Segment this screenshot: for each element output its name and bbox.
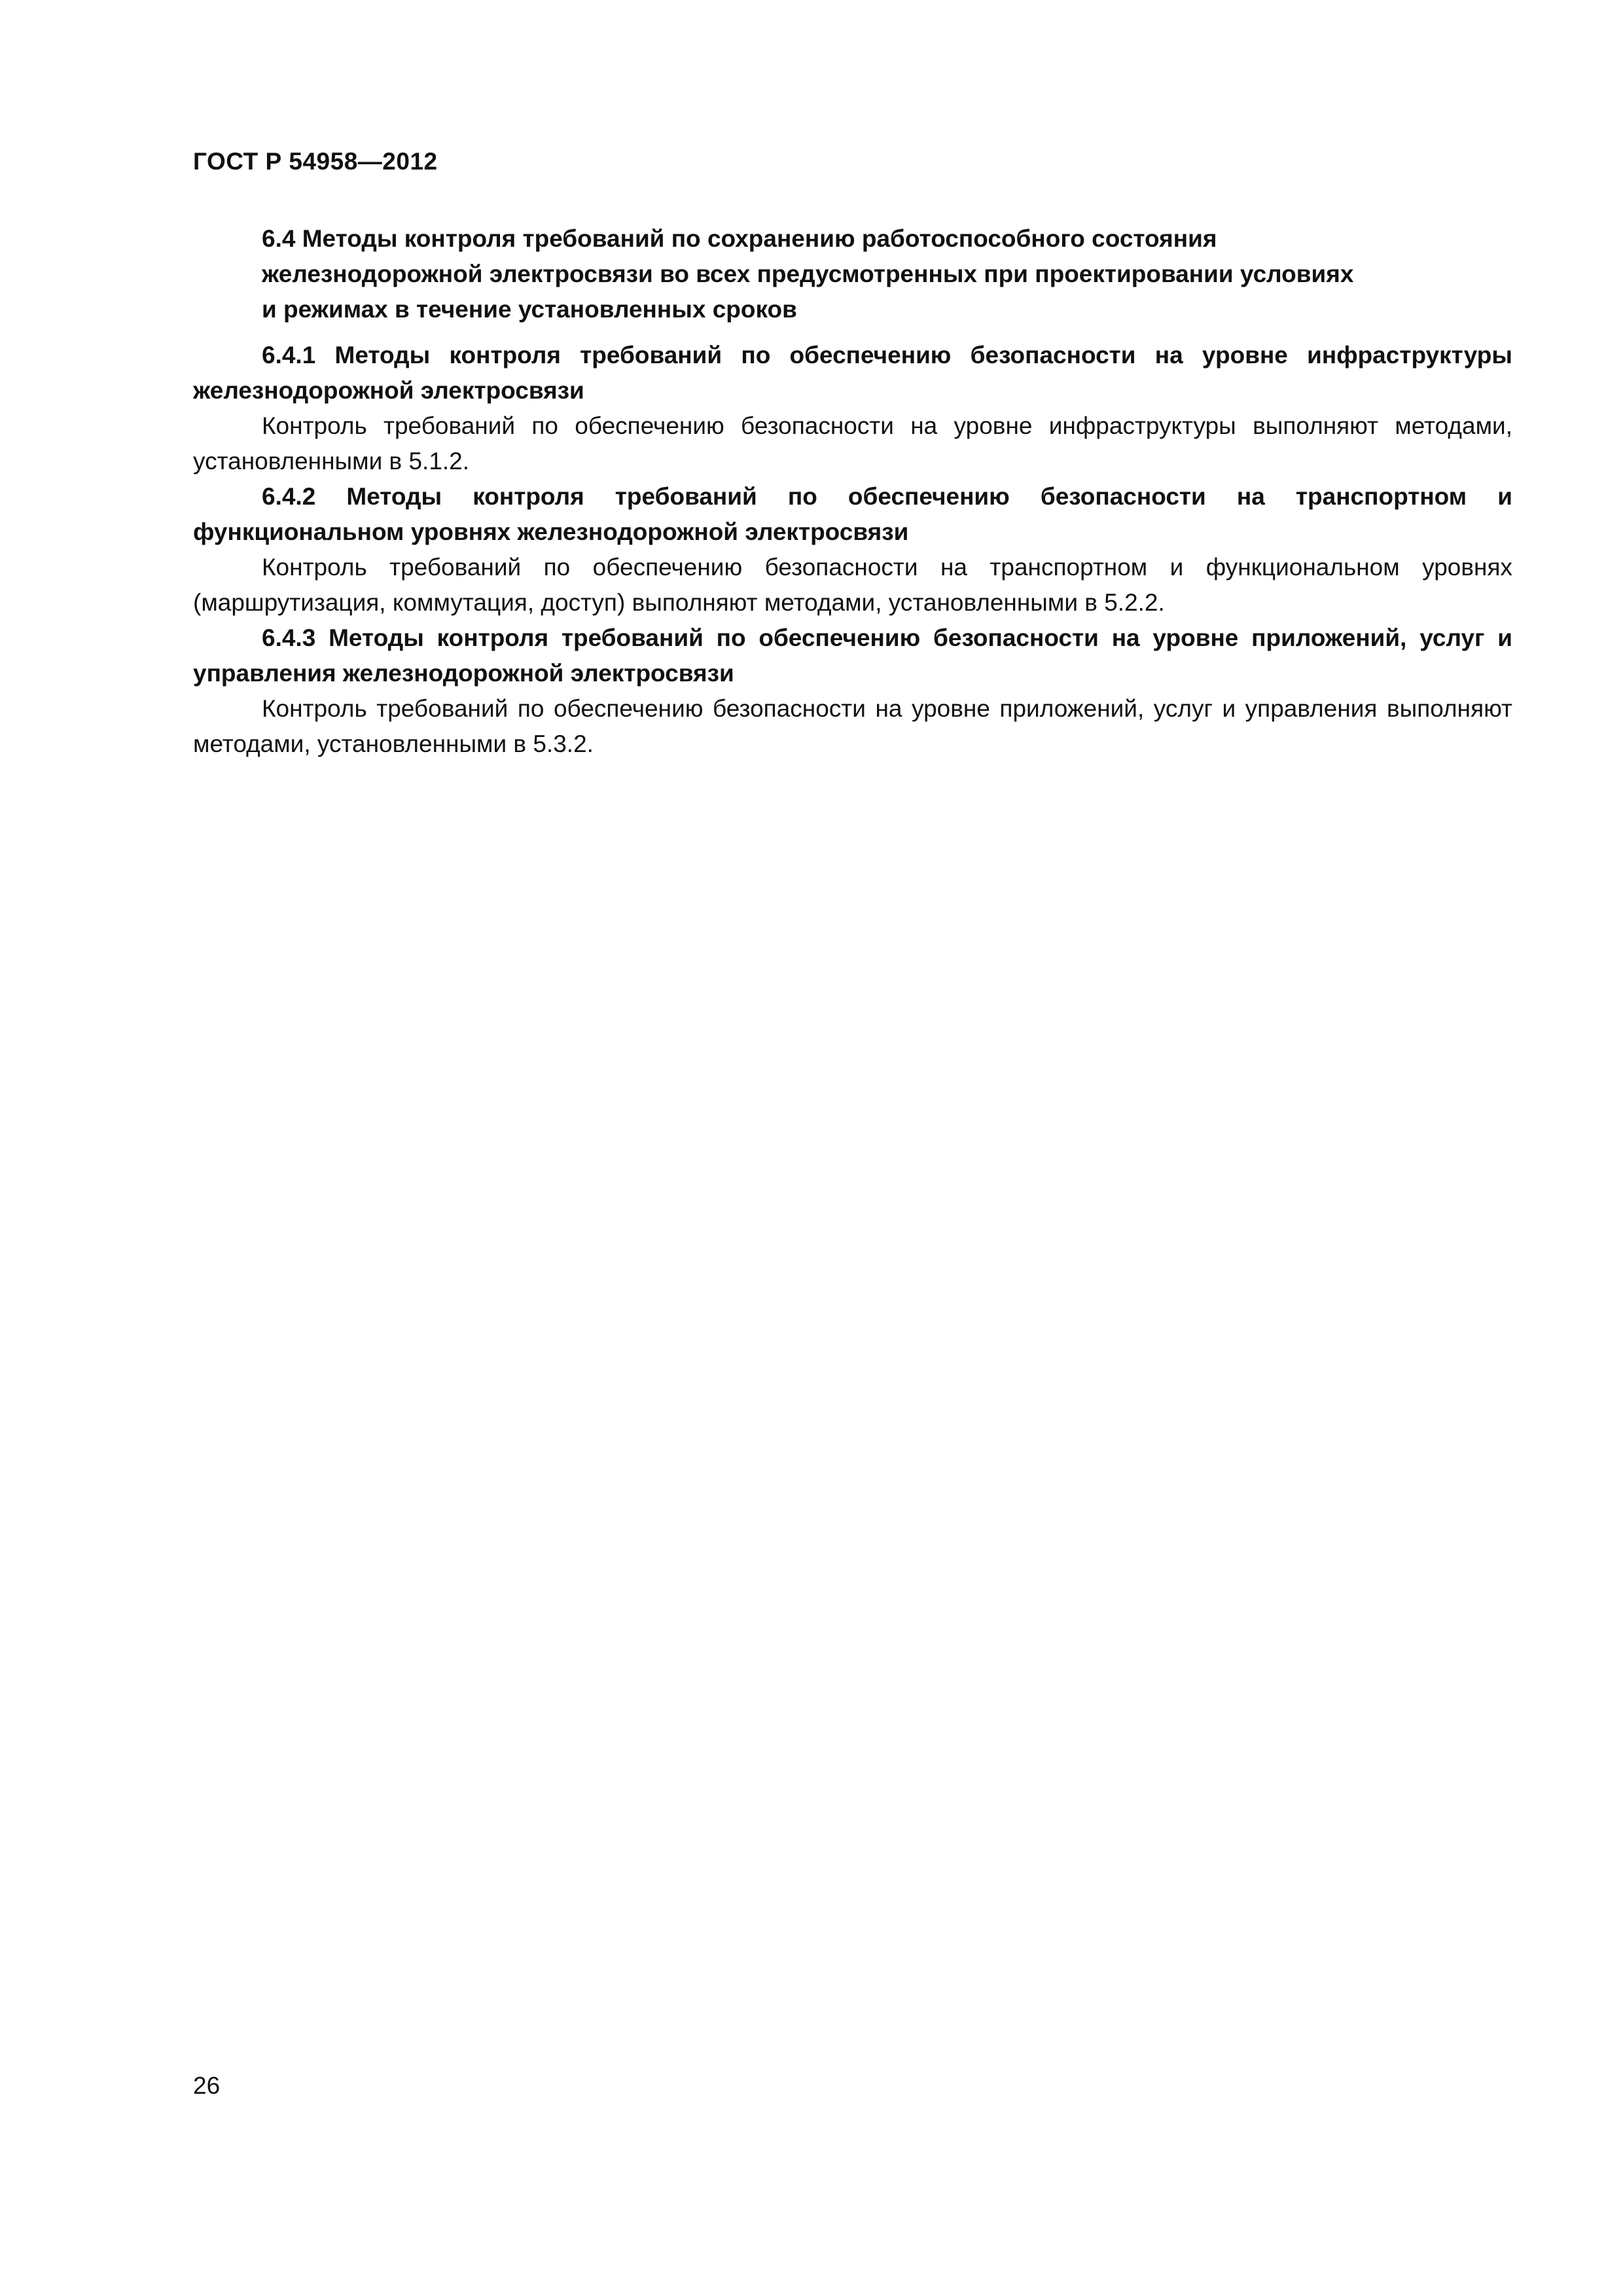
section-title-line: железнодорожной электросвязи во всех предусмотренных при проектировании условиях <box>262 260 1354 287</box>
document-body <box>193 221 1512 762</box>
section-6-4-title <box>262 221 1512 327</box>
subsection-6-4-3-title: 6.4.3 Методы контроля требований по обеспечению безопасности на уровне приложений, услуг и управления железнодорожной электросвязи <box>193 624 1512 687</box>
subsection-6-4-2-text: Контроль требований по обеспечению безопасности на транспортном и функциональном уровнях (маршрутизация, коммутация, доступ) выполняют методами, установленными в 5.2.2. <box>193 554 1512 616</box>
section-title-line: и режимах в течение установленных сроков <box>262 296 797 323</box>
subsection-6-4-2-title: 6.4.2 Методы контроля требований по обеспечению безопасности на транспортном и функциональном уровнях железнодорожной электросвязи <box>193 483 1512 545</box>
document-header-id: ГОСТ Р 54958—2012 <box>193 148 438 175</box>
subsection-6-4-1-text: Контроль требований по обеспечению безопасности на уровне инфраструктуры выполняют методами, установленными в 5.1.2. <box>193 412 1512 475</box>
subsection-6-4-1-title: 6.4.1 Методы контроля требований по обеспечению безопасности на уровне инфраструктуры железнодорожной электросвязи <box>193 342 1512 404</box>
section-title-line: 6.4 Методы контроля требований по сохранению работоспособного состояния <box>262 225 1217 252</box>
page-number: 26 <box>193 2072 221 2099</box>
subsection-6-4-3-text: Контроль требований по обеспечению безопасности на уровне приложений, услуг и управления выполняют методами, установленными в 5.3.2. <box>193 695 1512 757</box>
